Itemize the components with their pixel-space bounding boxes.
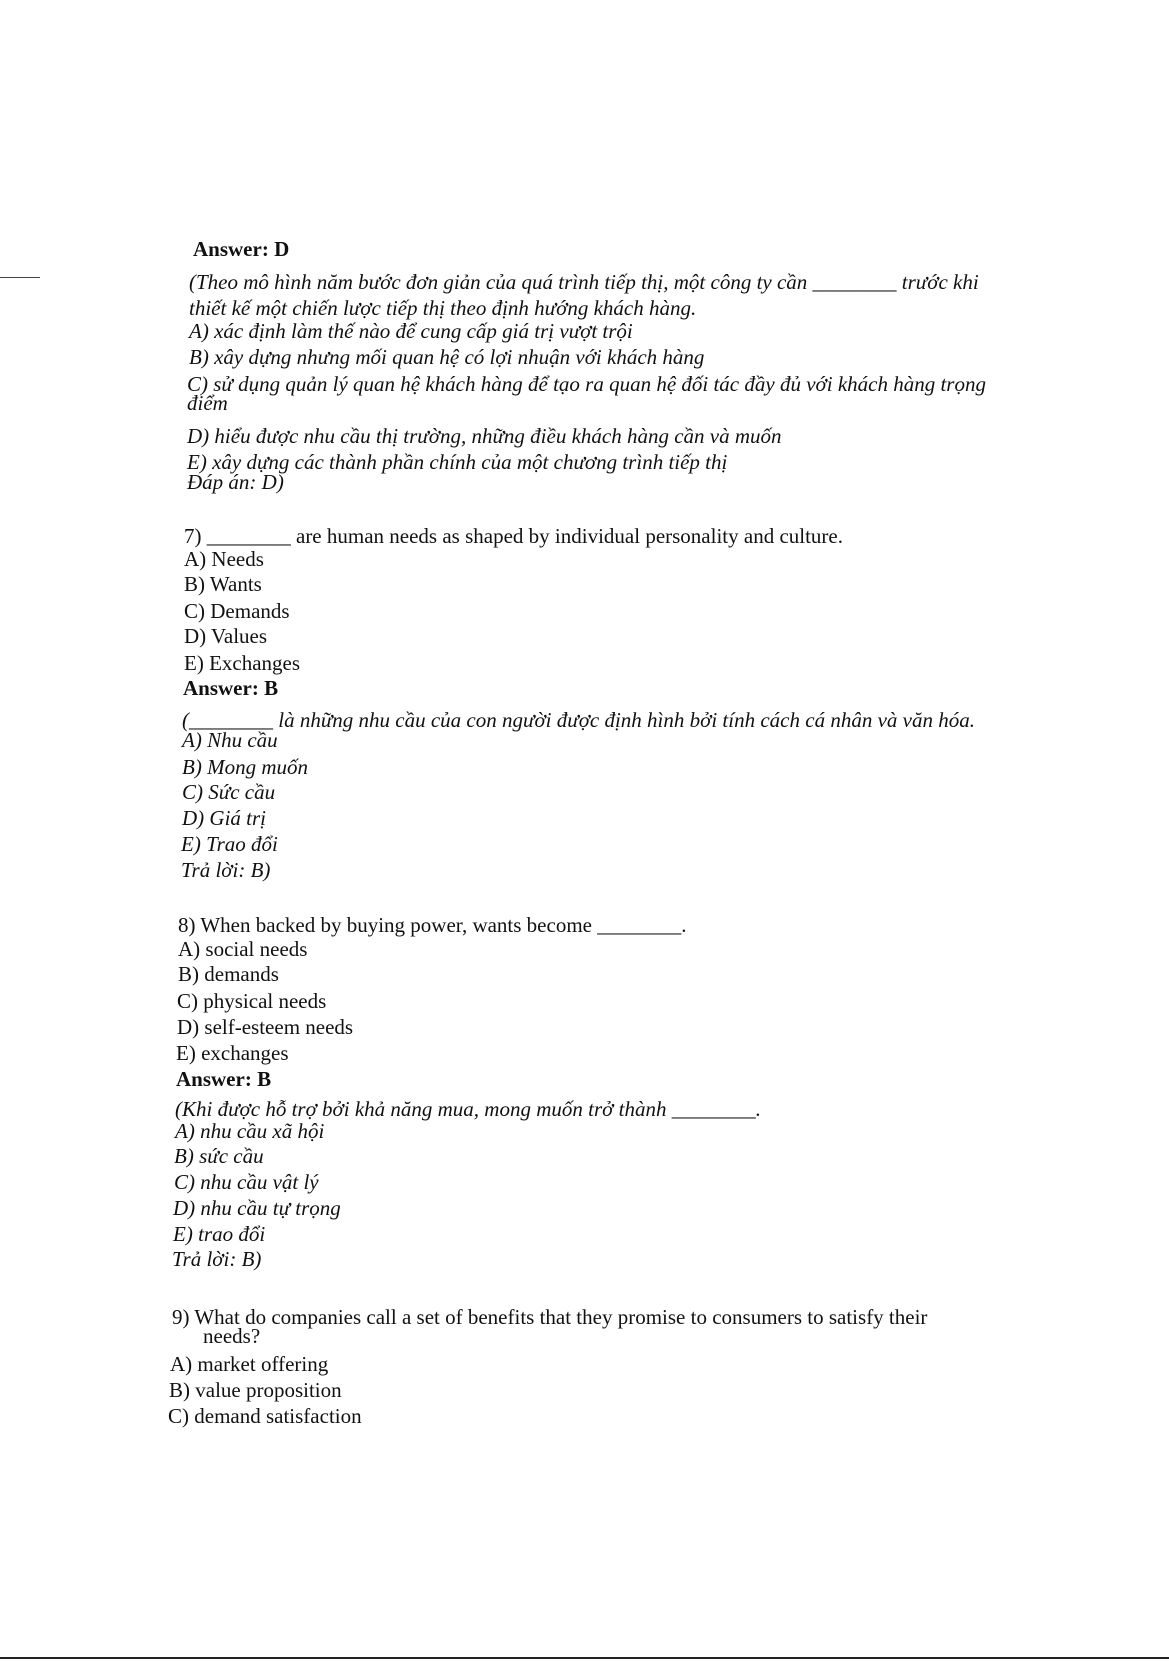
- translation-line: thiết kế một chiến lược tiếp thị theo định hướng khách hàng.: [189, 296, 697, 320]
- question-text: 7) ________ are human needs as shaped by individual personality and culture.: [184, 524, 843, 548]
- vn-answer: Đáp án: D): [187, 470, 284, 494]
- question-text-continued: needs?: [203, 1324, 261, 1348]
- option-e: E) exchanges: [176, 1041, 289, 1065]
- option-b: B) demands: [178, 962, 279, 986]
- option-c: C) sử dụng quản lý quan hệ khách hàng để tạo ra quan hệ đối tác đầy đủ với khách hàng trọng: [187, 372, 986, 396]
- answer-label: Answer: D: [193, 237, 290, 261]
- option-a: A) Needs: [184, 547, 264, 571]
- vn-answer: Trả lời: B): [172, 1247, 262, 1271]
- question-text: 9) What do companies call a set of benefits that they promise to consumers to satisfy their: [172, 1305, 928, 1329]
- translation-line: (Theo mô hình năm bước đơn giản của quá trình tiếp thị, một công ty cần ________ trước khi: [189, 270, 979, 294]
- option-a: A) xác định làm thế nào để cung cấp giá trị vượt trội: [189, 319, 633, 343]
- option-b: B) Wants: [184, 572, 262, 596]
- option-d: D) hiểu được nhu cầu thị trường, những điều khách hàng cần và muốn: [187, 424, 782, 448]
- scan-bottom-edge: [0, 1657, 1169, 1659]
- option-a: A) social needs: [178, 937, 308, 961]
- vn-option-b: B) sức cầu: [174, 1144, 264, 1168]
- option-b: B) xây dựng nhưng mối quan hệ có lợi nhuận với khách hàng: [189, 345, 705, 369]
- option-c: C) demand satisfaction: [168, 1404, 362, 1428]
- option-c: C) physical needs: [177, 989, 327, 1013]
- vn-answer: Trả lời: B): [181, 858, 271, 882]
- vn-option-e: E) trao đổi: [173, 1222, 266, 1246]
- vn-option-b: B) Mong muốn: [182, 755, 308, 779]
- translation-line: (________ là những nhu cầu của con người được định hình bởi tính cách cá nhân và văn hóa.: [182, 708, 975, 732]
- option-c-continued: điểm: [187, 391, 228, 415]
- option-d: D) self-esteem needs: [177, 1015, 354, 1039]
- vn-option-a: A) Nhu cầu: [182, 728, 278, 752]
- vn-option-d: D) nhu cầu tự trọng: [173, 1196, 341, 1220]
- option-c: C) Demands: [184, 599, 290, 623]
- vn-option-c: C) nhu cầu vật lý: [174, 1170, 319, 1194]
- vn-option-a: A) nhu cầu xã hội: [175, 1119, 325, 1143]
- question-text: 8) When backed by buying power, wants become ________.: [178, 913, 687, 937]
- scan-margin-line: [0, 277, 40, 278]
- vn-option-e: E) Trao đổi: [181, 832, 278, 856]
- option-b: B) value proposition: [169, 1378, 342, 1402]
- option-a: A) market offering: [170, 1352, 329, 1376]
- option-e: E) xây dựng các thành phần chính của một chương trình tiếp thị: [187, 450, 728, 474]
- vn-option-d: D) Giá trị: [182, 806, 266, 830]
- option-d: D) Values: [184, 624, 268, 648]
- answer-label: Answer: B: [183, 676, 279, 700]
- translation-line: (Khi được hỗ trợ bởi khả năng mua, mong muốn trở thành ________.: [175, 1097, 761, 1121]
- vn-option-c: C) Sức cầu: [182, 780, 276, 804]
- answer-label: Answer: B: [176, 1067, 272, 1091]
- option-e: E) Exchanges: [184, 651, 301, 675]
